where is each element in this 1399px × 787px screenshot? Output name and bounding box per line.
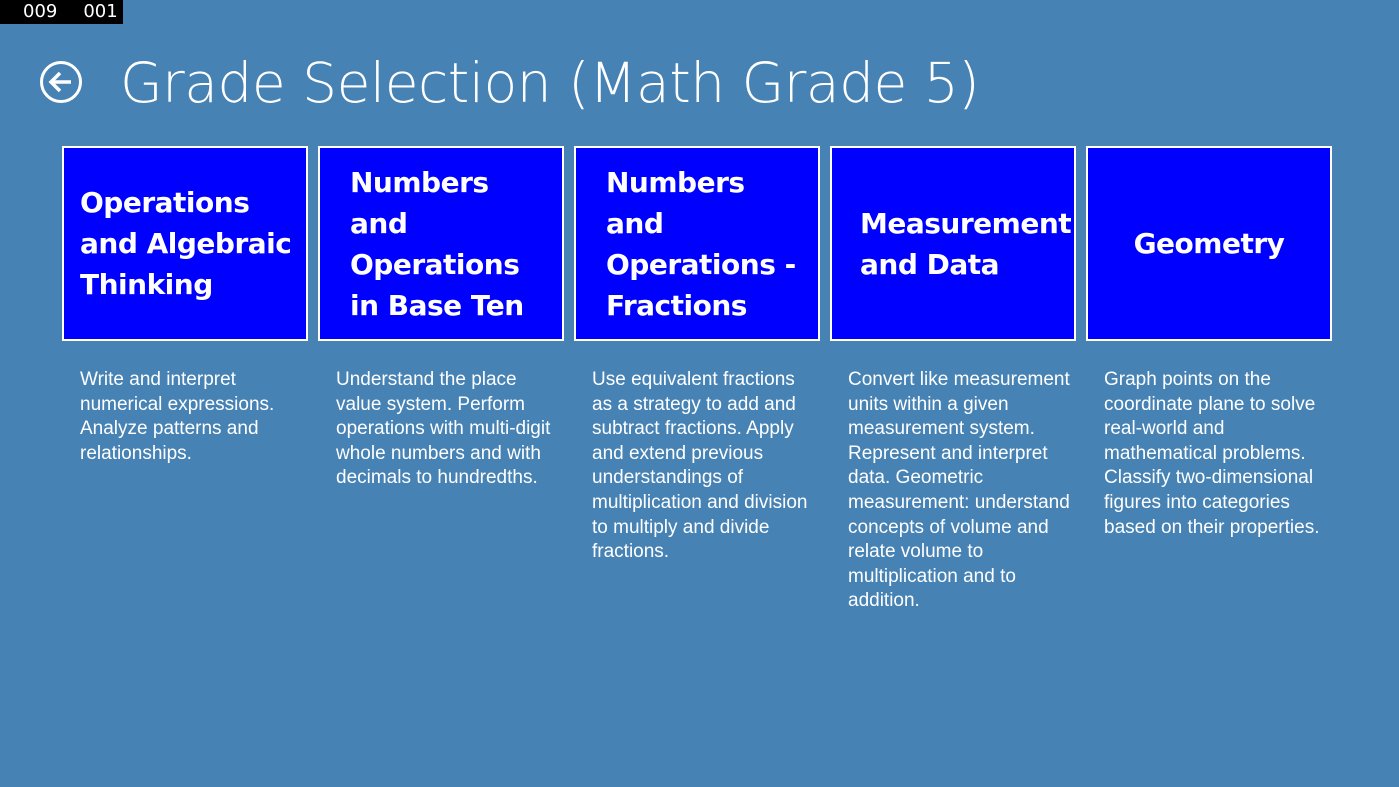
- debug-counter-left: 009: [23, 1, 58, 22]
- tile-label: Operations and Algebraic Thinking: [80, 186, 292, 301]
- tile-label: Numbers and Operations in Base Ten: [350, 165, 524, 322]
- tile-geometry[interactable]: [1086, 146, 1332, 341]
- tile-measurement-data[interactable]: [830, 146, 1076, 341]
- tile-label: Geometry: [1133, 227, 1285, 260]
- debug-counter-right: 001: [83, 1, 118, 22]
- debug-frame-counter: [0, 0, 123, 24]
- description-measurement-data: Convert like measurement units within a given measurement system. Represent and interpret data. Geometric measurement: understand concepts of volume and relate volume to multiplication and to addition.: [848, 369, 1070, 612]
- tile-label: Measurement and Data: [860, 206, 1072, 281]
- back-button[interactable]: [39, 60, 83, 104]
- description-numbers-operations-base-ten: Understand the place value system. Perform operations with multi-digit whole numbers and with decimals to hundredths.: [336, 369, 551, 489]
- tile-operations-algebraic-thinking[interactable]: [62, 146, 308, 341]
- description-geometry: Graph points on the coordinate plane to solve real-world and mathematical problems. Classify two-dimensional figures into categories based on their properties.: [1104, 369, 1320, 538]
- tile-label: Numbers and Operations - Fractions: [606, 165, 796, 322]
- page-title: Grade Selection (Math Grade 5): [120, 51, 980, 115]
- tile-numbers-operations-base-ten[interactable]: [318, 146, 564, 341]
- tile-numbers-operations-fractions[interactable]: [574, 146, 820, 341]
- description-numbers-operations-fractions: Use equivalent fractions as a strategy to add and subtract fractions. Apply and extend previous understandings of multiplication and division to multiply and divide fractions.: [592, 369, 808, 563]
- back-arrow-circle-icon: [39, 60, 83, 104]
- description-operations-algebraic-thinking: Write and interpret numerical expressions. Analyze patterns and relationships.: [80, 369, 275, 464]
